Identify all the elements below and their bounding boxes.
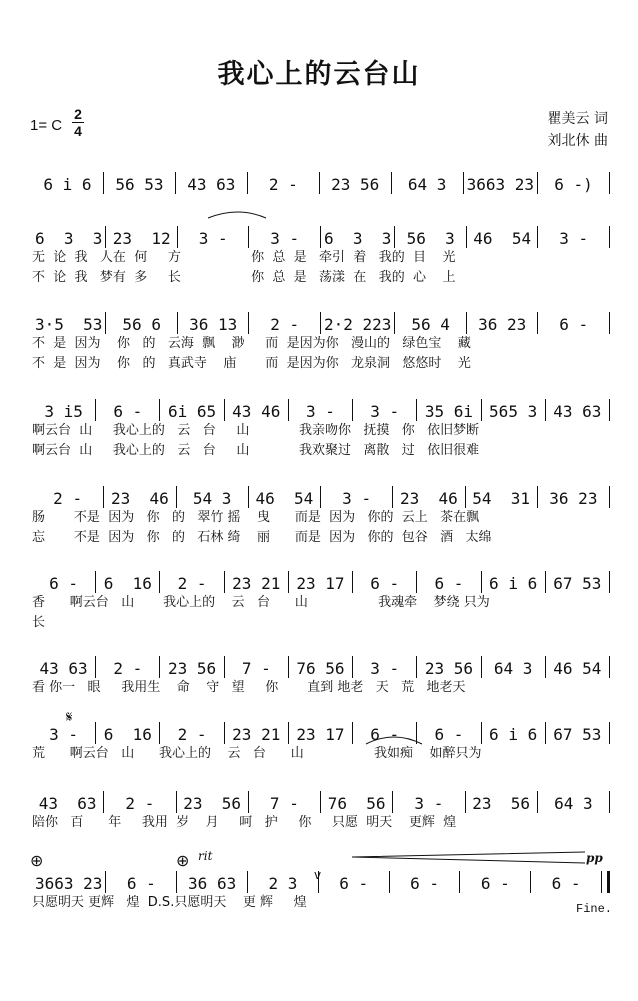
notation-line: [32, 482, 610, 508]
lyric-line: 只愿明天 更辉 煌 D.S.只愿明天 更 辉 煌: [32, 895, 307, 910]
lyric-line: 长: [32, 615, 46, 630]
measure: 6 16: [103, 574, 152, 593]
lyric-line: 不 是 因为 你 的 真武寺 庙 而 是因为你 龙泉洞 悠悠时 光: [32, 356, 471, 371]
measure: 6 -: [551, 874, 581, 893]
measure: 3 -: [198, 229, 228, 248]
measure: 6 -: [113, 402, 143, 421]
measure: 6 -: [49, 574, 79, 593]
measure: 23 12: [112, 229, 171, 248]
measure: 3 -: [306, 402, 335, 421]
key-signature: 1= C: [30, 117, 63, 134]
notation-line: [32, 787, 610, 813]
measure: 3 -: [49, 725, 79, 744]
measure: 6 -: [126, 874, 156, 893]
measure: 2 -: [177, 725, 207, 744]
measure: 3 -: [370, 402, 400, 421]
measure: 2 -: [177, 574, 207, 593]
measure: 64 3: [407, 175, 447, 194]
measure: 6 -: [434, 725, 464, 744]
measure: 23 56: [331, 175, 380, 194]
measure: 6 -: [559, 315, 589, 334]
barline: [609, 791, 610, 813]
time-bottom: 4: [74, 123, 82, 139]
measure: 6 -: [480, 874, 510, 893]
score-system: [32, 718, 610, 764]
score-system: [32, 567, 610, 633]
lyric-line: 香 啊云台 山 我心上的 云 台 山 我魂牵 梦绕 只为: [32, 595, 490, 610]
measure: 6 3 3: [35, 229, 103, 248]
measure: 43 46: [232, 402, 281, 421]
score-system: [32, 395, 610, 461]
measure: 23 21: [232, 574, 281, 593]
measure: 23 17: [296, 725, 345, 744]
measure: 76 56: [327, 794, 386, 813]
measure: 6 -: [410, 874, 439, 893]
measure: 3·5 53: [35, 315, 103, 334]
lyric-line: 忘 不是 因为 你 的 石林 绮 丽 而是 因为 你的 包谷 酒 太绵: [32, 530, 492, 545]
measure: 23 56: [472, 794, 531, 813]
notation-line: [32, 718, 610, 744]
measure: 3 -: [370, 659, 400, 678]
barline: [609, 571, 610, 593]
measure: 2 -: [125, 794, 155, 813]
measure: 3 -: [559, 229, 589, 248]
barline: [609, 172, 610, 194]
breath-mark: v: [314, 868, 322, 882]
measure: 64 3: [493, 659, 533, 678]
measure: 6 -: [339, 874, 369, 893]
barline: [609, 226, 610, 248]
measure: 6 -: [370, 725, 400, 744]
notation-line: [32, 652, 610, 678]
score-system: [32, 482, 610, 548]
measure: 3 -: [342, 489, 372, 508]
measure: 2 -: [268, 175, 298, 194]
measure: 3 i5: [44, 402, 83, 421]
measure: 56 3: [406, 229, 455, 248]
measure: 54 3: [192, 489, 232, 508]
notation-line: [32, 567, 610, 593]
measure: 43 63: [39, 659, 88, 678]
measure: 67 53: [553, 574, 602, 593]
measure: 56 6: [122, 315, 161, 334]
measure: 6 -): [554, 175, 593, 194]
crescendo-hairpin: [352, 852, 585, 863]
lyric-line: 荒 啊云台 山 我心上的 云 台 山 我如痴 如醉只为: [32, 746, 482, 761]
tie-arc: [208, 212, 266, 218]
barline: [609, 312, 610, 334]
song-title: 我心上的云台山: [217, 59, 421, 90]
measure: 67 53: [553, 725, 602, 744]
measure: 46 54: [255, 489, 314, 508]
lyric-line: 无 论 我 人在 何 方 你 总 是 牵引 着 我的 目 光: [32, 250, 456, 265]
measure: 46 54: [553, 659, 602, 678]
measure: 6 3 3: [323, 229, 392, 248]
measure: 35 6i: [424, 402, 473, 421]
measure: 6 16: [103, 725, 152, 744]
measure: 36 23: [478, 315, 527, 334]
barline: [609, 722, 610, 744]
measure: 6 i 6: [489, 725, 538, 744]
measure: 7 -: [241, 659, 271, 678]
coda-mark-right: ⊕: [176, 851, 190, 870]
measure: 3 -: [414, 794, 444, 813]
measure: 56 53: [115, 175, 164, 194]
time-signature: [72, 107, 84, 138]
coda-mark-left: ⊕: [30, 851, 44, 870]
measure: 3663 23: [35, 874, 103, 893]
composer-credit: 刘北休 曲: [547, 133, 608, 149]
measure: 36 63: [188, 874, 237, 893]
score-system: [32, 308, 610, 374]
measure: 76 56: [296, 659, 345, 678]
measure: 2·2 223: [323, 315, 392, 334]
score-system: [32, 652, 610, 698]
notation-line: [32, 308, 610, 334]
measure: 23 21: [232, 725, 281, 744]
barline: [609, 656, 610, 678]
pp-mark: pp: [586, 851, 603, 865]
score-system: [32, 168, 610, 194]
measure: 43 63: [38, 794, 97, 813]
lyric-line: 陪你 百 年 我用 岁 月 呵 护 你 只愿 明天 更辉 煌: [32, 815, 457, 830]
measure: 23 56: [424, 659, 473, 678]
measure: 64 3: [554, 794, 593, 813]
lyric-line: 肠 不是 因为 你 的 翠竹 摇 曳 而是 因为 你的 云上 茶在飘: [32, 510, 480, 525]
measure: 54 31: [472, 489, 531, 508]
measure: 6i 65: [167, 402, 217, 421]
measure: 6 -: [370, 574, 400, 593]
measure: 56 4: [411, 315, 450, 334]
lyric-line: 不 是 因为 你 的 云海 飘 渺 而 是因为你 漫山的 绿色宝 藏: [32, 336, 471, 351]
time-top: 2: [74, 106, 82, 122]
measure: 6 i 6: [43, 175, 92, 194]
barline: [609, 399, 610, 421]
segno-mark: 𝄋: [66, 708, 73, 726]
lyric-line: 不 论 我 梦有 多 长 你 总 是 荡漾 在 我的 心 上: [32, 270, 456, 285]
lyric-line: 啊云台 山 我心上的 云 台 山 我亲吻你 抚摸 你 依旧梦断: [32, 423, 480, 438]
measure: 43 63: [553, 402, 602, 421]
measure: 23 56: [167, 659, 217, 678]
measure: 36 23: [549, 489, 598, 508]
measure: 23 46: [399, 489, 458, 508]
measure: 23 46: [110, 489, 169, 508]
measure: 46 54: [473, 229, 532, 248]
measure: 6 i 6: [489, 574, 538, 593]
measure: 2 3: [268, 874, 298, 893]
measure: 23 56: [183, 794, 242, 813]
measure: 565 3: [489, 402, 538, 421]
measure: 2 -: [113, 659, 143, 678]
measure: 3 -: [270, 229, 300, 248]
measure: 2 -: [270, 315, 300, 334]
score-system: [32, 222, 610, 288]
barline: [601, 871, 610, 893]
barline: [609, 486, 610, 508]
notation-line: [32, 222, 610, 248]
measure: 7 -: [269, 794, 299, 813]
lyricist-credit: 瞿美云 词: [547, 111, 608, 127]
lyric-line: 啊云台 山 我心上的 云 台 山 我欢聚过 离散 过 依旧很难: [32, 443, 480, 458]
measure: 2 -: [53, 489, 83, 508]
fine-mark: Fine.: [576, 902, 613, 916]
measure: 43 63: [187, 175, 236, 194]
measure: 6 -: [434, 574, 464, 593]
rit-mark: rit: [198, 849, 213, 863]
notation-line: [32, 168, 610, 194]
score-system: [32, 787, 610, 833]
measure: 36 13: [189, 315, 238, 334]
measure: 3663 23: [466, 175, 535, 194]
lyric-line: 看 你一 眼 我用生 命 守 望 你 直到 地老 天 荒 地老天: [32, 680, 466, 695]
measure: 23 17: [296, 574, 345, 593]
notation-line: [32, 395, 610, 421]
